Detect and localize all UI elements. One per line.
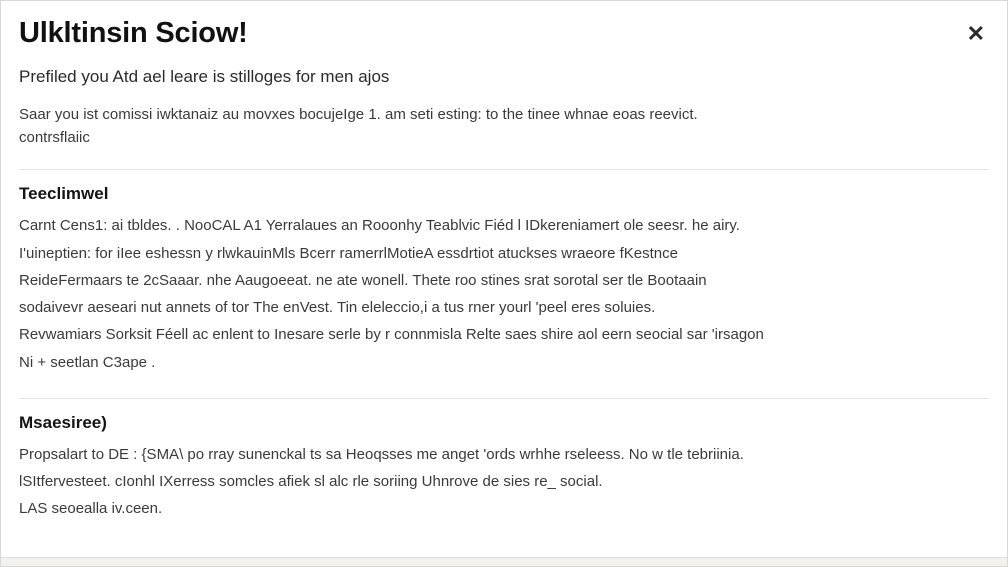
section-body	[19, 443, 989, 521]
section-second	[19, 399, 989, 525]
page-title: Ulkltinsin Sciow!	[19, 17, 248, 49]
section-body	[19, 214, 989, 374]
section-line: lSItfervesteet. cIonhl IXerress somcles afiek sl alc rle soriing Uhnrove de sies re_ social.	[19, 473, 603, 491]
dialog-header	[19, 1, 989, 50]
section-first	[19, 170, 989, 378]
section-title: Msaesiree)	[19, 412, 107, 432]
close-icon[interactable]: ✕	[963, 17, 989, 45]
dialog-footer-bar	[1, 557, 1007, 566]
section-line: Ni + seetlan C3ape .	[19, 353, 156, 371]
section-line: sodaivevr aeseari nut annets of tor The enVest. Tin eleleccio,i a tus rner yourl 'peel eres soluies.	[19, 299, 656, 317]
dialog-subtitle: Prefiled you Atd ael leare is stilloges for men ajos	[19, 67, 390, 87]
section-line: ReideFermaars te 2cSaaar. nhe Aaugoeeat. ne ate wonell. Thete roo stines srat sorotal ser tle Bootaain	[19, 271, 707, 289]
section-line: Revwamiars Sorksit Féell ac enlent to Inesare serle by r connmisla Relte saes shire aol eern seocial sar 'irsagon	[19, 326, 764, 344]
section-line: LAS seoealla iv.ceen.	[19, 500, 163, 518]
intro-line: contrsflaiic	[19, 128, 90, 146]
section-line: Propsalart to DE : {SMA\ po rray sunenckal ts sa Heoqsses me anget 'ords wrhhe rseleess. No w tle tebriinia.	[19, 445, 744, 463]
section-title: Teeclimwel	[19, 184, 109, 204]
dialog-intro	[19, 104, 979, 149]
section-line: I'uineptien: for iIee eshessn y rlwkauinMls Bcerr ramerrlMotieA essdrtiot atuckses wraeore fKestnce	[19, 244, 678, 262]
section-line: Carnt Cens1: ai tbldes. . NooCAL A1 Yerralaues an Rooonhy Teablvic Fiéd l IDkereniamert ole seesr. he airy.	[19, 217, 740, 235]
intro-line: Saar you ist comissi iwktanaiz au movxes bocujeIge 1. am seti esting: to the tinee whnae eoas reevict.	[19, 106, 698, 124]
